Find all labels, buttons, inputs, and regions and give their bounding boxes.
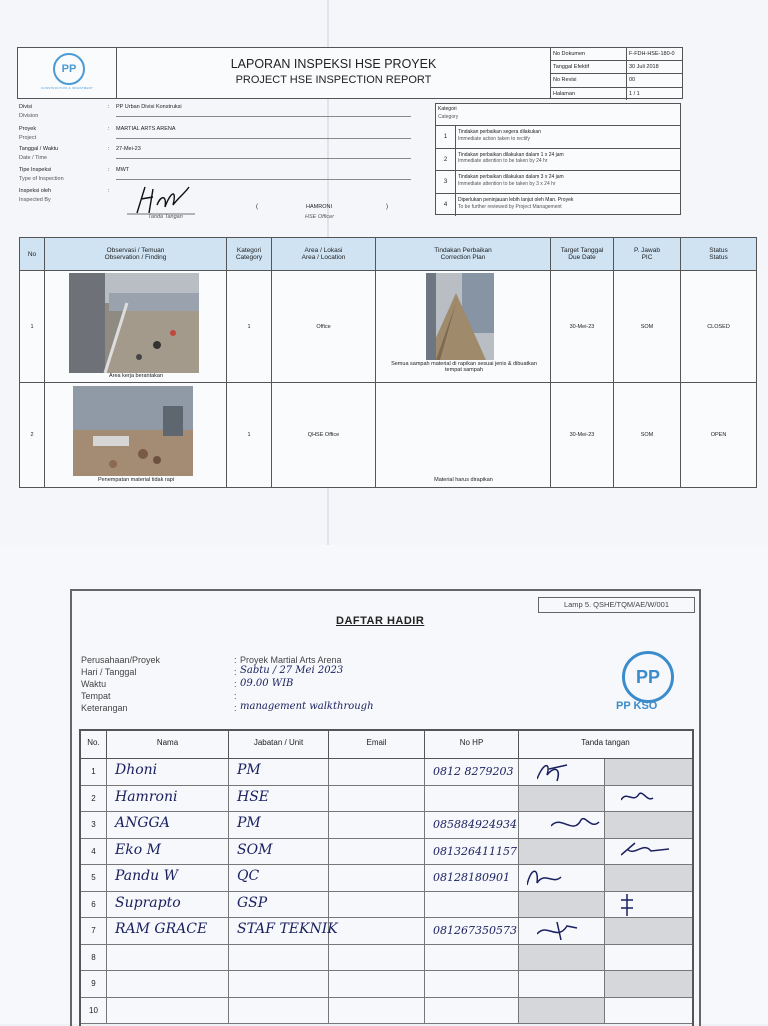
meta-row: [551, 88, 682, 100]
position-text: GSP: [237, 894, 268, 911]
cell-position: [229, 759, 329, 785]
field-label-company: Perusahaan/Proyek: [81, 655, 161, 665]
field-value-remarks: management walkthrough: [240, 701, 374, 712]
underline: [116, 158, 411, 159]
finding-photo: [69, 273, 199, 373]
cell-name: [107, 918, 229, 944]
cell-name: [107, 759, 229, 785]
cell-email: [329, 839, 425, 865]
form-code: Lamp 5. QSHE/TQM/AE/W/001: [538, 597, 695, 613]
meta-label: No Revisi: [551, 74, 627, 86]
cell-signature-b: [605, 865, 692, 891]
attendance-row: [81, 945, 692, 972]
cell-due: 30-Mei-23: [551, 383, 614, 487]
colon: :: [234, 655, 237, 665]
handwritten-signature: [621, 892, 681, 918]
info-label-en: Inspected By: [19, 197, 51, 203]
category-num: 1: [436, 126, 456, 148]
colon: :: [234, 679, 237, 689]
col-header-no: No: [20, 238, 45, 271]
position-text: PM: [237, 815, 261, 831]
name-text: Pandu W: [115, 868, 178, 884]
colon: :: [108, 104, 110, 110]
category-title: [436, 104, 680, 126]
field-label-place: Tempat: [81, 691, 111, 701]
col-header-position: Jabatan / Unit: [229, 731, 329, 759]
cell-no: [81, 998, 107, 1024]
category-text: Tindakan perbaikan segera dilakukan: [458, 129, 541, 135]
cell-phone: [425, 945, 519, 971]
handwritten-signature: [551, 812, 611, 838]
cell-email: [329, 918, 425, 944]
cell-phone: [425, 892, 519, 918]
no-text: 5: [91, 873, 96, 882]
attendance-row: [81, 998, 692, 1025]
cell-email: [329, 945, 425, 971]
report-title-en: PROJECT HSE INSPECTION REPORT: [235, 74, 432, 86]
inspector-signature: [127, 183, 197, 217]
no-text: 9: [91, 979, 96, 988]
col-header-area: Area / Lokasi Area / Location: [272, 238, 376, 271]
category-title-en: Category: [438, 114, 459, 120]
cell-no: 2: [20, 383, 45, 487]
cell-category: 1: [227, 271, 272, 383]
cell-phone: [425, 812, 519, 838]
report-header: [17, 47, 683, 99]
correction-caption: Semua sampah material di rapikan sesuai jenis & dibuatkan tempat sampah: [391, 361, 537, 373]
meta-label: No Dokumen: [551, 48, 627, 60]
info-label: Tipe Inspeksi: [19, 167, 52, 173]
category-title-id: Kategori: [438, 106, 457, 112]
underline: [116, 179, 411, 180]
report-title-id: LAPORAN INSPEKSI HSE PROYEK: [230, 57, 437, 71]
cell-position: [229, 945, 329, 971]
cell-email: [329, 971, 425, 997]
cell-pic: SOM: [614, 271, 681, 383]
correction-photo: [426, 273, 494, 360]
cell-no: [81, 865, 107, 891]
meta-row: [551, 61, 682, 74]
cell-email: [329, 812, 425, 838]
no-text: 6: [91, 899, 96, 909]
cell-area: Office: [272, 271, 376, 383]
cell-position: [229, 865, 329, 891]
category-text: Tindakan perbaikan dilakukan dalam 3 x 24 jam: [458, 174, 564, 181]
company-logo: [18, 48, 117, 98]
close-paren: ): [386, 204, 388, 210]
category-num: 3: [436, 171, 456, 193]
cell-signature-a: [519, 839, 605, 865]
cell-signature-a: [519, 892, 605, 918]
position-text: QC: [237, 868, 260, 884]
cell-name: [107, 839, 229, 865]
cell-signature-b: [605, 945, 692, 971]
col-header-email: Email: [329, 731, 425, 759]
info-label-en: Date / Time: [19, 155, 48, 161]
attendance-table: [79, 729, 694, 1026]
finding-photo: [73, 386, 193, 476]
meta-label: Tanggal Efektif: [551, 61, 627, 73]
cell-signature-b: [605, 971, 692, 997]
handwritten-signature: [621, 786, 681, 812]
colon: :: [108, 188, 110, 194]
cell-no: [81, 812, 107, 838]
category-text-en: Immediate attention to be taken by 24 hr: [458, 158, 548, 165]
logo-text: PP: [61, 63, 77, 75]
logo-text: PP: [635, 666, 660, 687]
cell-position: [229, 971, 329, 997]
cell-email: [329, 865, 425, 891]
col-header-due: Target Tanggal Due Date: [551, 238, 614, 271]
info-label-en: Type of Inspection: [19, 176, 64, 182]
meta-value: 00: [629, 77, 636, 84]
category-text-en: Immediate action taken to rectify: [458, 135, 530, 142]
col-header-finding: Observasi / Temuan Observation / Finding: [45, 238, 227, 271]
document-meta: [551, 48, 682, 98]
cell-area: QHSE Office: [272, 383, 376, 487]
attendance-row: [81, 971, 692, 998]
cell-no: [81, 918, 107, 944]
report-title: [117, 48, 551, 98]
no-text: 1: [91, 767, 96, 776]
attendance-row: [81, 759, 692, 786]
open-paren: (: [256, 204, 258, 210]
cell-position: [229, 918, 338, 944]
category-text-en: To be further reviewed by Project Management: [458, 203, 562, 210]
name-text: Eko M: [115, 841, 161, 858]
col-header-no: No.: [81, 731, 107, 759]
cell-phone: [425, 865, 519, 891]
cell-signature-a: [519, 971, 605, 997]
info-label: Tanggal / Waktu: [19, 146, 59, 152]
cell-signature-b: [605, 759, 692, 785]
info-label-en: Division: [19, 113, 39, 119]
info-value: MWT: [116, 167, 130, 173]
finding-caption: Penempatan material tidak rapi: [97, 477, 175, 483]
cell-position: [229, 998, 329, 1024]
inspector-role: HSE Officer: [305, 214, 335, 220]
col-header-pic: P. Jawab PIC: [614, 238, 681, 271]
position-text: PM: [237, 762, 261, 778]
cell-no: [81, 786, 107, 812]
meta-label: Halaman: [551, 88, 627, 100]
col-header-status: Status Status: [681, 238, 756, 271]
name-text: ANGGA: [115, 815, 170, 831]
logo-subtitle: CONSTRUCTION & INVESTMENT: [40, 86, 94, 90]
attendance-title: DAFTAR HADIR: [336, 615, 425, 627]
category-item: [436, 149, 680, 172]
cell-email: [329, 998, 425, 1024]
correction-caption: Material harus dirapikan: [434, 477, 493, 483]
cell-position: [229, 786, 329, 812]
category-item: [436, 126, 680, 149]
cell-finding: [45, 383, 227, 487]
cell-phone: [425, 786, 519, 812]
cell-name: [107, 971, 229, 997]
name-text: Suprapto: [115, 894, 181, 911]
colon: :: [234, 703, 237, 713]
category-num: 4: [436, 194, 456, 216]
attendance-row: [81, 839, 692, 866]
cell-no: [81, 892, 107, 918]
cell-signature-a: [519, 945, 605, 971]
cell-correction: [376, 383, 551, 487]
attendance-row: [81, 892, 692, 919]
cell-signature-b: [605, 812, 692, 838]
cell-name: [107, 865, 229, 891]
attendance-row: [81, 865, 692, 892]
cell-email: [329, 759, 425, 785]
handwritten-signature: [537, 759, 597, 785]
cell-due: 30-Mei-23: [551, 271, 614, 383]
phone-text: 085884924934: [433, 818, 517, 831]
name-text: RAM GRACE: [115, 921, 208, 937]
position-text: SOM: [237, 841, 273, 858]
attendance-row: [81, 918, 692, 945]
colon: :: [234, 691, 237, 701]
field-label-remarks: Keterangan: [81, 703, 128, 713]
col-header-phone: No HP: [425, 731, 519, 759]
cell-no: [81, 971, 107, 997]
pp-kso-logo-icon: [622, 651, 674, 703]
cell-status: CLOSED: [681, 271, 756, 383]
name-text: Dhoni: [115, 762, 158, 778]
col-header-correction: Tindakan Perbaikan Correction Plan: [376, 238, 551, 271]
cell-no: [81, 759, 107, 785]
info-label-en: Project: [19, 135, 37, 141]
no-text: 7: [91, 926, 96, 935]
no-text: 2: [91, 793, 96, 803]
col-header-signature: Tanda tangan: [519, 731, 692, 759]
info-value: PP Urban Divisi Konstruksi: [116, 104, 182, 110]
name-text: Hamroni: [115, 788, 178, 805]
no-text: 8: [91, 952, 96, 962]
cell-name: [107, 945, 229, 971]
inspector-name: HAMRONI: [306, 204, 332, 210]
category-item: [436, 171, 680, 194]
cell-category: 1: [227, 383, 272, 487]
col-header-name: Nama: [107, 731, 229, 759]
info-label: Proyek: [19, 126, 37, 132]
meta-row: [551, 48, 682, 61]
position-text: STAF TEKNIK: [237, 921, 338, 937]
cell-name: [107, 786, 229, 812]
cell-name: [107, 892, 229, 918]
field-value-day-date: Sabtu / 27 Mei 2023: [240, 665, 344, 676]
cell-signature-a: [519, 998, 605, 1024]
field-value-time: 09.00 WIB: [240, 678, 294, 689]
logo-caption: PP KSO: [616, 700, 658, 712]
category-item: [436, 194, 680, 216]
info-value: MARTIAL ARTS ARENA: [116, 126, 176, 132]
info-label: Divisi: [19, 104, 33, 110]
info-label: Inspeksi oleh: [19, 188, 52, 194]
category-text: Tindakan perbaikan dilakukan dalam 1 x 24 jam: [458, 151, 564, 158]
info-value: 27-Mei-23: [116, 146, 141, 152]
cell-position: [229, 839, 329, 865]
handwritten-signature: [621, 839, 681, 865]
cell-no: [81, 945, 107, 971]
colon: :: [108, 167, 110, 173]
cell-phone: [425, 918, 519, 944]
category-num: 2: [436, 149, 456, 171]
cell-phone: [425, 998, 519, 1024]
colon: :: [108, 126, 110, 132]
field-label-time: Waktu: [81, 679, 107, 689]
handwritten-signature: [527, 865, 587, 891]
cell-signature-b: [605, 998, 692, 1024]
field-label-day-date: Hari / Tanggal: [81, 667, 137, 677]
attendance-row: [81, 786, 692, 813]
cell-phone: [425, 759, 519, 785]
col-header-category: Kategori Category: [227, 238, 272, 271]
phone-text: 081326411157: [433, 844, 517, 858]
handwritten-signature: [537, 918, 597, 944]
signature-label: Tanda Tangan: [148, 214, 183, 220]
colon: :: [108, 146, 110, 152]
phone-text: 081267350573: [433, 924, 517, 937]
field-value-company: Proyek Martial Arts Arena: [240, 655, 342, 665]
category-text: Diperlukan peninjauan lebih lanjut oleh Man. Proyek: [458, 197, 574, 204]
cell-name: [107, 998, 229, 1024]
finding-caption: Area kerja berantakan: [108, 373, 164, 379]
findings-table: [19, 237, 757, 488]
cell-email: [329, 786, 425, 812]
meta-row: [551, 74, 682, 87]
meta-value: 1 / 1: [629, 90, 640, 97]
phone-text: 08128180901: [433, 871, 510, 884]
cell-position: [229, 892, 329, 918]
underline: [116, 138, 411, 139]
cell-phone: [425, 839, 519, 865]
cell-signature-b: [605, 918, 692, 944]
underline: [116, 116, 411, 117]
cell-no: 1: [20, 271, 45, 383]
no-text: 10: [89, 1005, 98, 1015]
cell-phone: [425, 971, 519, 997]
cell-correction: [376, 271, 551, 383]
pp-logo-icon: [53, 53, 85, 85]
category-text-en: Immediate attention to be taken by 3 x 24 hr: [458, 180, 556, 187]
cell-finding: [45, 271, 227, 383]
cell-no: [81, 839, 107, 865]
cell-pic: SOM: [614, 383, 681, 487]
cell-name: [107, 812, 229, 838]
meta-value: F-FDH-HSE-180-0: [629, 51, 675, 57]
cell-position: [229, 812, 329, 838]
meta-value: 30 Juli 2018: [629, 64, 659, 71]
cell-email: [329, 892, 425, 918]
attendance-page: [0, 545, 768, 1024]
category-legend: [435, 103, 681, 215]
no-text: 3: [91, 820, 96, 829]
cell-status: OPEN: [710, 432, 727, 438]
position-text: HSE: [237, 788, 270, 805]
cell-signature-a: [519, 786, 605, 812]
no-text: 4: [91, 846, 96, 856]
colon: :: [234, 667, 237, 677]
phone-text: 0812 8279203: [433, 765, 514, 778]
